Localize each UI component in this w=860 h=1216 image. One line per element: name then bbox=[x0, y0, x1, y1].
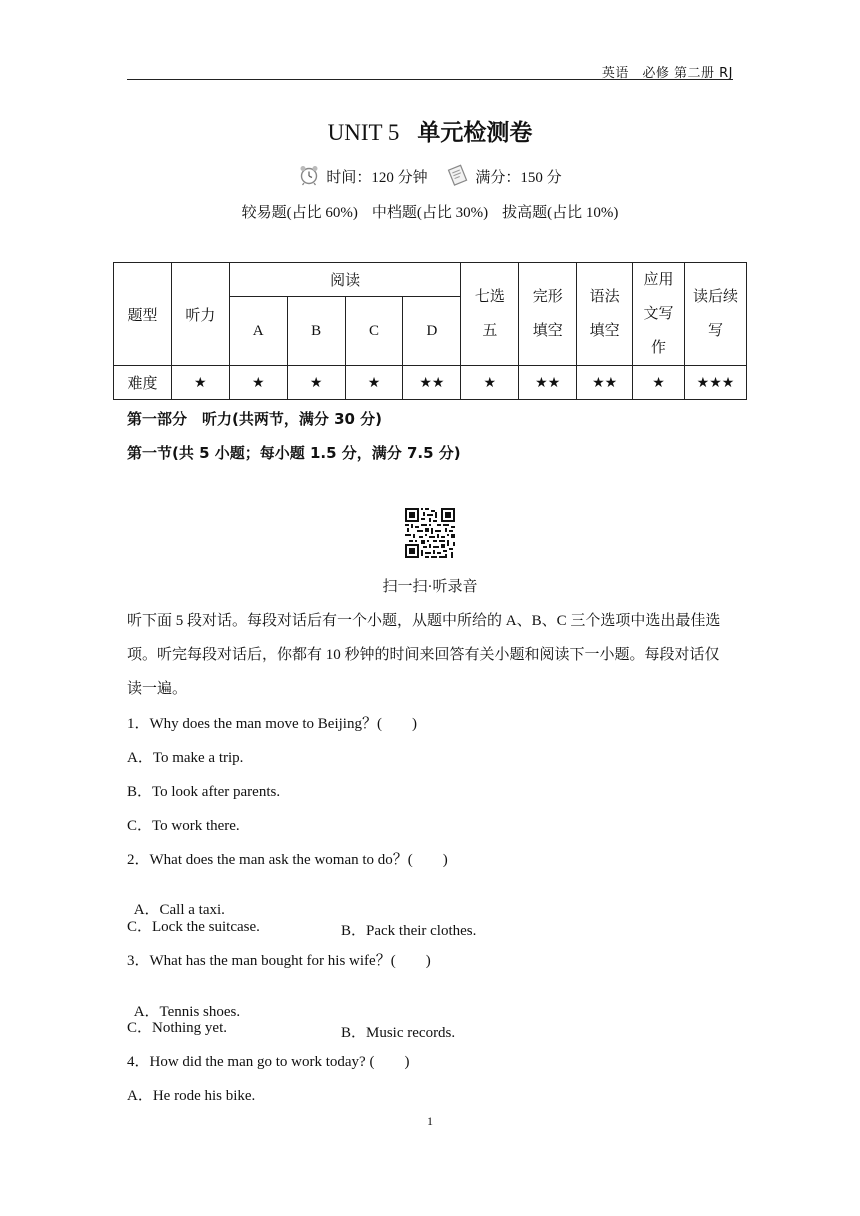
page-number: 1 bbox=[427, 1114, 433, 1128]
continuation-writing-cell: 读后续 写 bbox=[685, 263, 747, 366]
alarm-clock-icon bbox=[298, 164, 320, 186]
question-4-stem: 4．How did the man go to work today? ( ) bbox=[127, 1054, 410, 1070]
type-label-cell: 题型 bbox=[114, 263, 172, 366]
question-type-table bbox=[113, 262, 747, 400]
question-2-option-a: A．Call a taxi. bbox=[133, 902, 225, 918]
rating-reading-d: ★★ bbox=[403, 366, 461, 400]
question-3-option-b: B．Music records. bbox=[341, 1025, 456, 1041]
difficulty-distribution bbox=[0, 201, 860, 222]
cloze-cell: 完形 填空 bbox=[519, 263, 577, 366]
unit-label: UNIT 5 bbox=[327, 120, 400, 145]
unit-name: 单元检测卷 bbox=[417, 120, 533, 146]
question-3-option-c: C．Nothing yet. bbox=[127, 1020, 227, 1036]
question-1-stem: 1．Why does the man move to Beijing？( ) bbox=[127, 716, 417, 732]
grammar-cell: 语法 填空 bbox=[577, 263, 633, 366]
question-3-option-a: A．Tennis shoes. bbox=[133, 1004, 241, 1020]
reading-cell: 阅读 bbox=[229, 263, 461, 297]
seven-choose-five-cell: 七选 五 bbox=[461, 263, 519, 366]
exam-meta bbox=[0, 164, 860, 187]
listening-cell: 听力 bbox=[171, 263, 229, 366]
applied-writing-cell: 应用 文写 作 bbox=[633, 263, 685, 366]
page-header: 英语 必修 第二册 RJ bbox=[601, 66, 733, 81]
section1-heading: 第一节(共 5 小题；每小题 1.5 分，满分 7.5 分) bbox=[127, 444, 461, 462]
question-1-option-c: C．To work there. bbox=[127, 818, 240, 834]
rating-reading-c: ★ bbox=[345, 366, 403, 400]
question-2-option-b: B．Pack their clothes. bbox=[341, 923, 477, 939]
reading-part-b: B bbox=[287, 297, 345, 366]
medium-ratio: 中档题(占比 30%) bbox=[371, 205, 489, 221]
time-value: 120 分钟 bbox=[371, 170, 428, 186]
paper-icon bbox=[447, 164, 469, 186]
time-label: 时间： bbox=[326, 168, 372, 186]
reading-part-a: A bbox=[229, 297, 287, 366]
hard-ratio: 拔高题(占比 10%) bbox=[502, 205, 619, 221]
rating-reading-a: ★ bbox=[229, 366, 287, 400]
qr-code[interactable] bbox=[405, 508, 455, 558]
easy-ratio: 较易题(占比 60%) bbox=[241, 205, 358, 221]
reading-part-c: C bbox=[345, 297, 403, 366]
rating-reading-b: ★ bbox=[287, 366, 345, 400]
rating-listening: ★ bbox=[171, 366, 229, 400]
question-2-option-c: C．Lock the suitcase. bbox=[127, 919, 260, 935]
rating-applied-writing: ★ bbox=[633, 366, 685, 400]
question-2-stem: 2．What does the man ask the woman to do？( ) bbox=[127, 852, 448, 868]
score-label: 满分： bbox=[475, 168, 521, 186]
part1-heading: 第一部分 听力(共两节，满分 30 分) bbox=[127, 410, 383, 428]
question-1-option-a: A．To make a trip. bbox=[127, 750, 244, 766]
rating-grammar: ★★ bbox=[577, 366, 633, 400]
listening-instructions: 听下面 5 段对话。每段对话后有一个小题，从题中所给的 A、B、C 三个选项中选出最佳选项。听完每段对话后，你都有 10 秒钟的时间来回答有关小题和阅读下一小题。每段对话仅读一遍。 bbox=[127, 613, 721, 697]
reading-part-d: D bbox=[403, 297, 461, 366]
difficulty-label-cell: 难度 bbox=[114, 366, 172, 400]
question-4-option-a: A．He rode his bike. bbox=[127, 1088, 256, 1104]
rating-continuation-writing: ★★★ bbox=[685, 366, 747, 400]
score-value: 150 分 bbox=[520, 170, 562, 186]
rating-seven-choose-five: ★ bbox=[461, 366, 519, 400]
rating-cloze: ★★ bbox=[519, 366, 577, 400]
page-title bbox=[0, 114, 860, 147]
scan-caption: 扫一扫·听录音 bbox=[382, 579, 478, 595]
question-1-option-b: B．To look after parents. bbox=[127, 784, 281, 800]
question-3-stem: 3．What has the man bought for his wife？( ) bbox=[127, 953, 431, 969]
header-rule bbox=[127, 79, 733, 80]
